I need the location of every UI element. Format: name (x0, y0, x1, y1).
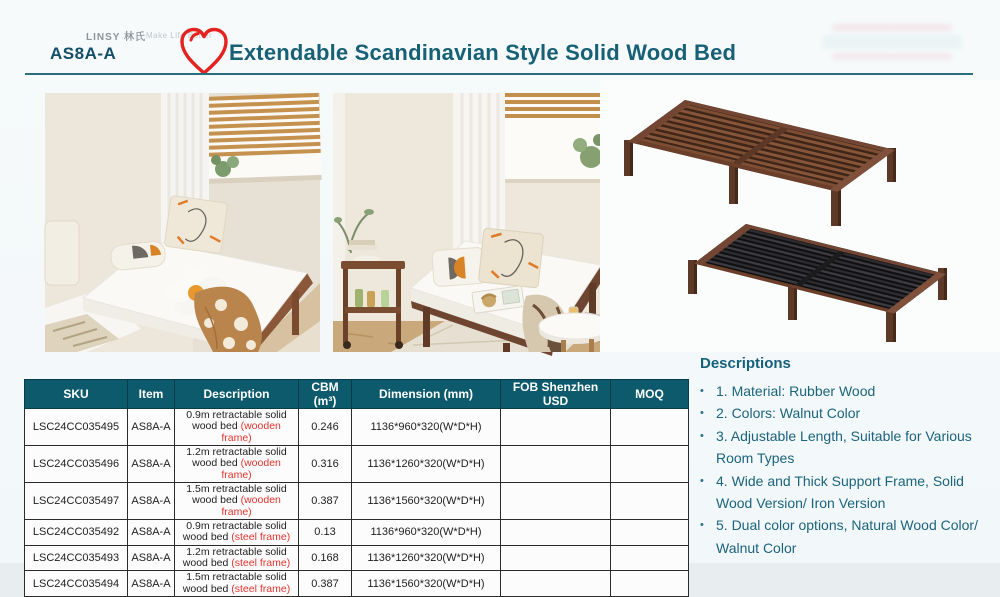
frame-type: (wooden frame) (221, 457, 281, 481)
window-blinds (505, 93, 608, 183)
page-title: Extendable Scandinavian Style Solid Wood Bed (229, 40, 737, 65)
moq-cell (611, 519, 689, 545)
dimension-cell: 1136*960*320(W*D*H) (352, 409, 501, 446)
descriptions-list (700, 380, 992, 559)
room-photo-extended-bed (333, 93, 608, 352)
table-row (25, 409, 689, 446)
frame-type: (steel frame) (231, 556, 291, 569)
list-item: • 1. Material: Rubber Wood (700, 380, 992, 402)
header-cbm: CBM (m³) (299, 380, 352, 409)
dimension-cell: 1136*1560*320(W*D*H) (352, 482, 501, 519)
description-cell: 0.9m retractable solid wood bed (wooden frame) (175, 409, 299, 446)
cbm-cell: 0.387 (299, 482, 352, 519)
cbm-cell: 0.316 (299, 445, 352, 482)
heart-icon (179, 27, 229, 79)
description-cell: 1.5m retractable solid wood bed (steel frame) (175, 571, 299, 597)
moq-cell (611, 445, 689, 482)
sku-cell: LSC24CC035493 (25, 545, 128, 571)
item-cell: AS8A-A (128, 409, 175, 446)
bullet-dot: • (700, 429, 704, 442)
frame-type: (wooden frame) (221, 494, 281, 518)
bullet-dot: • (700, 474, 704, 487)
header-fob: FOB Shenzhen USD (501, 380, 611, 409)
moq-cell (611, 409, 689, 446)
frame-type: (steel frame) (231, 582, 291, 595)
fob-cell (501, 571, 611, 597)
fob-cell (501, 545, 611, 571)
watermark (822, 22, 972, 62)
steel-frame-render (676, 220, 956, 342)
description-cell: 1.5m retractable solid wood bed (wooden frame) (175, 482, 299, 519)
header-divider (25, 73, 973, 75)
table-row (25, 545, 689, 571)
brand-tagline: Make Life Better (146, 31, 213, 40)
header-dimension: Dimension (mm) (352, 380, 501, 409)
header-description: Description (175, 380, 299, 409)
fob-cell (501, 482, 611, 519)
moq-cell (611, 571, 689, 597)
descriptions-panel (700, 355, 992, 559)
header-moq: MOQ (611, 380, 689, 409)
brand-logo: LINSY 林氏 (86, 32, 147, 43)
pillow-line-art (164, 195, 228, 253)
sku-cell: LSC24CC035497 (25, 482, 128, 519)
header-sku: SKU (25, 380, 128, 409)
table-row (25, 445, 689, 482)
header-item: Item (128, 380, 175, 409)
pillow-line-art (478, 228, 543, 288)
model-number: AS8A-A (50, 44, 117, 63)
list-item: • 2. Colors: Walnut Color (700, 402, 992, 424)
fob-cell (501, 409, 611, 446)
cbm-cell: 0.168 (299, 545, 352, 571)
moq-cell (611, 545, 689, 571)
cbm-cell: 0.387 (299, 571, 352, 597)
table-row (25, 482, 689, 519)
item-cell: AS8A-A (128, 519, 175, 545)
item-cell: AS8A-A (128, 545, 175, 571)
sku-cell: LSC24CC035494 (25, 571, 128, 597)
room-photo-retracted-bed (45, 93, 320, 352)
list-item: • 5. Dual color options, Natural Wood Color/ Walnut Color (700, 514, 992, 559)
description-cell: 1.2m retractable solid wood bed (steel frame) (175, 545, 299, 571)
table-row (25, 571, 689, 597)
description-cell: 1.2m retractable solid wood bed (wooden frame) (175, 445, 299, 482)
pillow-circles (432, 247, 486, 287)
frame-type: (steel frame) (231, 531, 291, 544)
fob-cell (501, 445, 611, 482)
table-row (25, 519, 689, 545)
wood-frame-render (610, 96, 900, 228)
pillow-small (110, 240, 166, 271)
cbm-cell: 0.13 (299, 519, 352, 545)
bullet-dot: • (700, 519, 704, 532)
dimension-cell: 1136*1260*320(W*D*H) (352, 545, 501, 571)
sku-cell: LSC24CC035495 (25, 409, 128, 446)
spec-table (24, 379, 689, 597)
dimension-cell: 1136*1260*320(W*D*H) (352, 445, 501, 482)
fob-cell (501, 519, 611, 545)
list-item: • 4. Wide and Thick Support Frame, Solid Wood Version/ Iron Version (700, 470, 992, 515)
frame-type: (wooden frame) (221, 420, 281, 444)
descriptions-title: Descriptions (700, 355, 791, 372)
item-cell: AS8A-A (128, 482, 175, 519)
dimension-cell: 1136*1560*320(W*D*H) (352, 571, 501, 597)
bullet-dot: • (700, 407, 704, 420)
moq-cell (611, 482, 689, 519)
table-header-row (25, 380, 689, 409)
bullet-dot: • (700, 385, 704, 397)
description-cell: 0.9m retractable solid wood bed (steel frame) (175, 519, 299, 545)
item-cell: AS8A-A (128, 571, 175, 597)
dimension-cell: 1136*960*320(W*D*H) (352, 519, 501, 545)
sku-cell: LSC24CC035496 (25, 445, 128, 482)
render-panel (600, 80, 1000, 352)
sku-cell: LSC24CC035492 (25, 519, 128, 545)
cbm-cell: 0.246 (299, 409, 352, 446)
item-cell: AS8A-A (128, 445, 175, 482)
list-item: • 3. Adjustable Length, Suitable for Various Room Types (700, 425, 992, 470)
